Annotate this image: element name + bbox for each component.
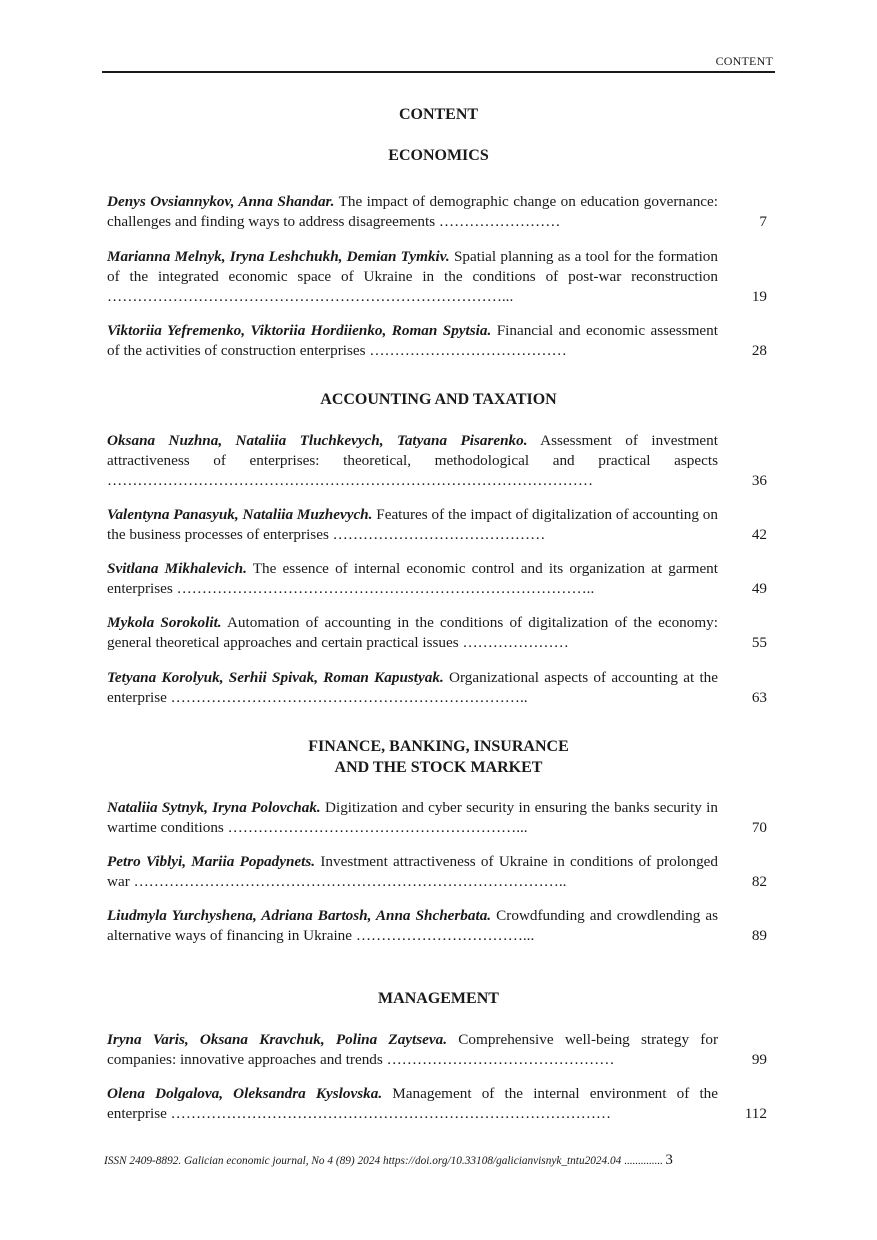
page-title: CONTENT — [398, 106, 479, 123]
entry-page-number: 42 — [751, 526, 767, 543]
entry-text — [107, 247, 718, 307]
entry-authors: Tetyana Korolyuk, Serhii Spivak, Roman Kapustyak. — [107, 669, 444, 686]
toc-entry[interactable] — [107, 852, 767, 892]
entry-title: Crowdfunding and crowdlending as alternative ways of financing in Ukraine ……………………………... — [107, 907, 718, 944]
entry-page-number: 112 — [744, 1105, 767, 1122]
entry-title: Automation of accounting in the conditions of digitalization of the economy: general theoretical approaches and certain practical issues ………………… — [107, 614, 718, 651]
toc-entry[interactable] — [107, 1084, 767, 1124]
entry-authors: Svitlana Mikhalevich. — [107, 560, 247, 577]
entry-authors: Petro Viblyi, Mariia Popadynets. — [107, 853, 316, 870]
header-rule — [102, 71, 775, 73]
toc-entry[interactable] — [107, 613, 767, 653]
entry-text — [107, 431, 718, 491]
entry-page-number: 55 — [751, 634, 767, 651]
toc-entry[interactable] — [107, 247, 767, 307]
section-heading-finance-line1: FINANCE, BANKING, INSURANCE — [308, 738, 569, 755]
entry-text — [107, 192, 718, 232]
toc-entry[interactable] — [107, 505, 767, 545]
entry-page-number: 82 — [751, 873, 767, 890]
entry-title: The essence of internal economic control and its organization at garment enterprises ……………………………………………………………………….. — [107, 560, 718, 597]
entry-title: Investment attractiveness of Ukraine in conditions of prolonged war ………………………………………………………………………….. — [107, 853, 719, 890]
toc-entry[interactable] — [107, 668, 767, 708]
section-heading-accounting: ACCOUNTING AND TAXATION — [320, 391, 557, 408]
entry-authors: Oksana Nuzhna, Nataliia Tluchkevych, Tatyana Pisarenko. — [107, 432, 528, 449]
entry-authors: Viktoriia Yefremenko, Viktoriia Hordiienko, Roman Spytsia. — [107, 322, 492, 339]
entry-title: Comprehensive well-being strategy for companies: innovative approaches and trends ……………………………………… — [107, 1031, 718, 1068]
entry-text — [107, 613, 718, 653]
entry-authors: Marianna Melnyk, Iryna Leshchukh, Demian Tymkiv. — [107, 248, 450, 265]
toc-entry[interactable] — [107, 906, 767, 946]
page-footer — [104, 1150, 774, 1171]
entry-page-number: 36 — [751, 472, 767, 489]
entry-text — [107, 906, 718, 946]
entry-page-number: 89 — [751, 927, 767, 944]
entry-text — [107, 798, 718, 838]
entry-authors: Valentyna Panasyuk, Nataliia Muzhevych. — [107, 506, 373, 523]
entry-page-number: 19 — [751, 288, 767, 305]
entry-title: Features of the impact of digitalization of accounting on the business processes of enterprises …………………………………… — [107, 506, 718, 543]
footer-citation: ISSN 2409-8892. Galician economic journal, No 4 (89) 2024 https://doi.org/10.33108/galicianvisnyk_tntu2024.04 — [104, 1155, 622, 1167]
toc-entry[interactable] — [107, 798, 767, 838]
entry-text — [107, 321, 718, 361]
entry-authors: Denys Ovsiannykov, Anna Shandar. — [107, 193, 335, 210]
entry-title: Assessment of investment attractiveness of enterprises: theoretical, methodological and practical aspects …………………………………………………………………………………… — [107, 432, 718, 489]
entry-title: Financial and economic assessment of the activities of construction enterprises ………………………………… — [107, 322, 718, 359]
entry-text — [107, 852, 718, 892]
toc-entry[interactable] — [107, 559, 767, 599]
running-head: CONTENT — [715, 54, 773, 68]
entry-page-number: 63 — [751, 689, 767, 706]
entry-title: Spatial planning as a tool for the formation of the integrated economic space of Ukraine in the conditions of post-war reconstruction ……………………………………………………………………... — [107, 248, 718, 305]
entry-page-number: 70 — [751, 819, 767, 836]
entry-text — [107, 559, 718, 599]
entry-title: Digitization and cyber security in ensuring the banks security in wartime conditions …………………………………………………... — [107, 799, 718, 836]
section-heading-management: MANAGEMENT — [378, 990, 499, 1007]
entry-authors: Mykola Sorokolit. — [107, 614, 222, 631]
entry-page-number: 7 — [759, 213, 767, 230]
entry-authors: Nataliia Sytnyk, Iryna Polovchak. — [107, 799, 321, 816]
toc-entry[interactable] — [107, 1030, 767, 1070]
entry-title: The impact of demographic change on education governance: challenges and finding ways to address disagreements …………………… — [107, 193, 719, 230]
entry-title: Management of the internal environment of the enterprise …………………………………………………………………………… — [107, 1085, 718, 1122]
entry-page-number: 49 — [751, 580, 767, 597]
entry-text — [107, 505, 718, 545]
entry-page-number: 99 — [751, 1051, 767, 1068]
entry-authors: Olena Dolgalova, Oleksandra Kyslovska. — [107, 1085, 383, 1102]
entry-text — [107, 1084, 718, 1124]
toc-entry[interactable] — [107, 192, 767, 232]
entry-authors: Iryna Varis, Oksana Kravchuk, Polina Zaytseva. — [107, 1031, 448, 1048]
entry-text — [107, 1030, 718, 1070]
toc-entry[interactable] — [107, 431, 767, 491]
entry-text — [107, 668, 718, 708]
section-heading-finance-line2: AND THE STOCK MARKET — [334, 759, 543, 776]
entry-page-number: 28 — [751, 342, 767, 359]
footer-dot-leader: .............. — [621, 1155, 663, 1167]
entry-authors: Liudmyla Yurchyshena, Adriana Bartosh, Anna Shcherbata. — [107, 907, 492, 924]
toc-entry[interactable] — [107, 321, 767, 361]
footer-page-number: 3 — [665, 1152, 673, 1168]
entry-title: Organizational aspects of accounting at the enterprise …………………………………………………………….. — [107, 669, 718, 706]
section-heading-economics: ECONOMICS — [388, 147, 489, 164]
